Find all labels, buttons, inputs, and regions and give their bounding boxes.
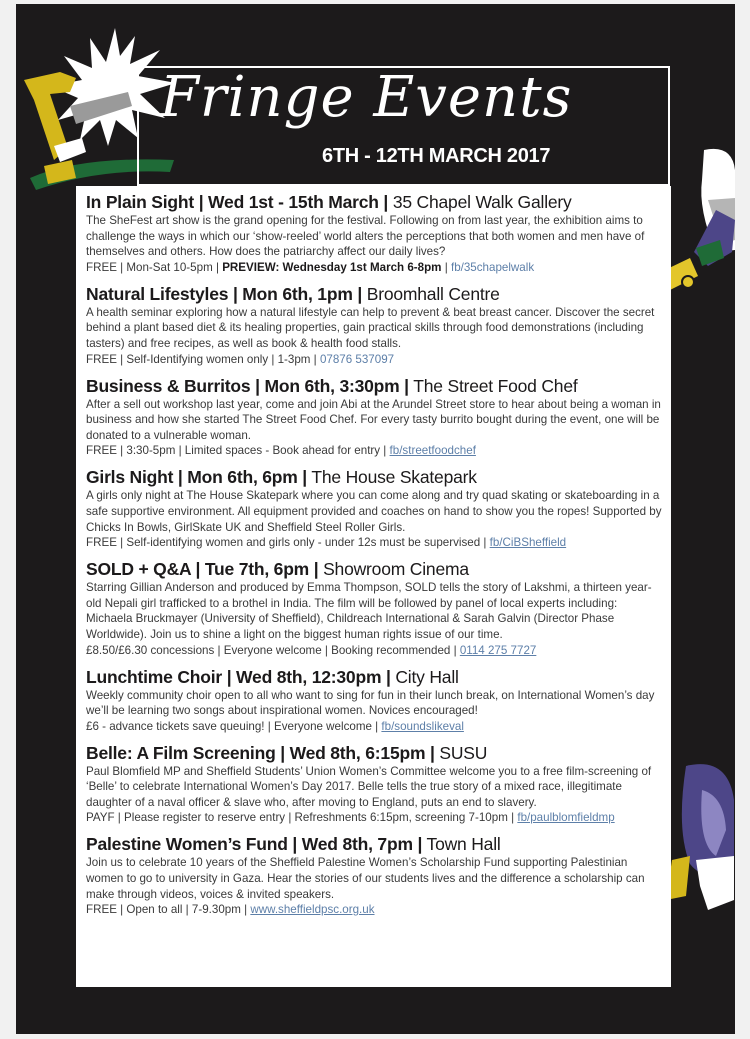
event-heading <box>86 375 663 397</box>
skate-wheel <box>682 276 694 288</box>
event-meta <box>86 719 663 735</box>
event-heading <box>86 558 663 580</box>
event-meta <box>86 810 663 826</box>
event-meta <box>86 535 663 551</box>
event-heading <box>86 742 663 764</box>
event-description: A health seminar exploring how a natural lifestyle can help to prevent & beat breast cancer. Discover the secret behind a plant based diet & its healing properties, gain practical skills through food demonstrations (including tasters) and free recipes, as well as book & health food stalls. <box>86 305 655 350</box>
event-heading <box>86 283 663 305</box>
event-business-burritos <box>86 375 663 460</box>
event-belle-screening <box>86 742 663 827</box>
event-heading <box>86 833 663 855</box>
event-meta <box>86 643 663 659</box>
event-natural-lifestyles <box>86 283 663 368</box>
event-link[interactable]: 07876 537097 <box>319 352 395 366</box>
event-description: A girls only night at The House Skatepark where you can come along and try quad skating or skateboarding in a safe supportive environment. All equipment provided and coaches on hand to show you the ropes! Supported by Chicks In Bowls, GirlSkate UK and Sheffield Steel Roller Girls. <box>86 489 662 534</box>
event-heading <box>86 466 663 488</box>
event-preview: PREVIEW: Wednesday 1st March 6-8pm <box>222 260 442 274</box>
event-link[interactable]: fb/paulblomfieldmp <box>517 811 615 825</box>
event-description: Join us to celebrate 10 years of the Sheffield Palestine Women’s Scholarship Fund supporting Palestinian women to go to university in Gaza. Hear the stories of our students lives and the difference a scholarship can make through videos, voices & invited speakers. <box>86 856 645 901</box>
event-title: In Plain Sight | Wed 1st - 15th March | <box>86 192 389 212</box>
event-link[interactable]: 0114 275 7727 <box>459 643 537 657</box>
event-girls-night <box>86 466 663 551</box>
event-in-plain-sight <box>86 191 663 276</box>
event-link[interactable]: fb/streetfoodchef <box>389 444 476 458</box>
event-meta-text: FREE | Open to all | 7-9.30pm | <box>86 903 248 917</box>
event-venue: Broomhall Centre <box>366 283 500 304</box>
event-description: Starring Gillian Anderson and produced by Emma Thompson, SOLD tells the story of Lakshmi, a thirteen year-old Nepali girl trafficked to a brothel in India. The film will be followed by panel of local experts including: Michaela Bruckmayer (University of Sheffield), Childreach International & Sarah Galvin (Director Phase Worldwide). Join us to shine a light on the biggest human rights issue of our time. <box>86 581 652 641</box>
event-venue: Town Hall <box>426 834 501 855</box>
event-meta-text: FREE | Mon-Sat 10-5pm | <box>86 260 219 274</box>
event-title: Business & Burritos | Mon 6th, 3:30pm | <box>86 375 409 396</box>
event-meta-separator: | <box>444 260 448 274</box>
event-title: Lunchtime Choir | Wed 8th, 12:30pm | <box>86 666 391 687</box>
event-meta <box>86 443 663 459</box>
event-meta <box>86 260 663 276</box>
event-meta-text: PAYF | Please register to reserve entry | Refreshments 6:15pm, screening 7-10pm | <box>86 811 515 825</box>
event-description: Paul Blomfield MP and Sheffield Students’ Union Women’s Committee welcome you to a free film-screening of ‘Belle’ to celebrate International Women’s Day 2017. Belle tells the true story of a mixed race, illegitimate daughter of a naval officer & slave who, after moving to England, puts an end to slavery. <box>86 764 652 809</box>
event-link[interactable]: www.sheffieldpsc.org.uk <box>250 903 375 917</box>
yellow-foot-shape <box>44 160 76 184</box>
event-title: Belle: A Film Screening | Wed 8th, 6:15pm | <box>86 742 435 763</box>
event-title: Palestine Women’s Fund | Wed 8th, 7pm | <box>86 834 423 855</box>
event-link[interactable]: fb/CiBSheffield <box>489 536 567 550</box>
event-venue: 35 Chapel Walk Gallery <box>392 192 572 212</box>
page-title: Fringe Events <box>160 65 573 130</box>
event-venue: The House Skatepark <box>311 467 477 488</box>
event-meta <box>86 352 663 368</box>
event-meta-text: FREE | Self-identifying women and girls only - under 12s must be supervised | <box>86 536 487 550</box>
date-range: 6TH - 12TH MARCH 2017 <box>322 145 551 167</box>
event-venue: SUSU <box>439 742 488 763</box>
event-title: Natural Lifestyles | Mon 6th, 1pm | <box>86 283 363 304</box>
event-heading <box>86 191 663 213</box>
event-meta-text: £8.50/£6.30 concessions | Everyone welcome | Booking recommended | <box>86 643 457 657</box>
event-meta-text: £6 - advance tickets save queuing! | Everyone welcome | <box>86 719 379 733</box>
event-sold-qa <box>86 558 663 658</box>
event-link[interactable]: fb/35chapelwalk <box>450 260 535 274</box>
event-venue: Showroom Cinema <box>323 559 469 580</box>
event-meta-text: FREE | 3:30-5pm | Limited spaces - Book ahead for entry | <box>86 444 387 458</box>
event-lunchtime-choir <box>86 666 663 735</box>
event-meta <box>86 902 663 918</box>
event-palestine-womens-fund <box>86 833 663 918</box>
event-heading <box>86 666 663 688</box>
event-venue: The Street Food Chef <box>413 375 578 396</box>
white-fringe-shape <box>696 856 734 910</box>
event-description: Weekly community choir open to all who want to sing for fun in their lunch break, on International Women’s day we’ll be learning two songs about inspirational women. Novices encouraged! <box>86 688 655 718</box>
event-venue: City Hall <box>395 666 459 687</box>
event-description: The SheFest art show is the grand opening for the festival. Following on from last year, the exhibition aims to challenge the ways in which our ‘show-reeled’ world alters the perceptions that both women and men have of themselves and others. How does the patriarchy affect our daily lives? <box>86 214 645 259</box>
event-link[interactable]: fb/soundslikeval <box>381 719 464 733</box>
event-title: SOLD + Q&A | Tue 7th, 6pm | <box>86 559 319 580</box>
event-meta-text: FREE | Self-Identifying women only | 1-3pm | <box>86 352 317 366</box>
event-description: After a sell out workshop last year, come and join Abi at the Arundel Street store to hear about being a woman in business and how she started The Street Food Chef. For every tasty burrito bought during the event, one will be donated to a vulnerable woman. <box>86 397 661 442</box>
events-panel <box>76 186 671 987</box>
event-title: Girls Night | Mon 6th, 6pm | <box>86 467 308 488</box>
